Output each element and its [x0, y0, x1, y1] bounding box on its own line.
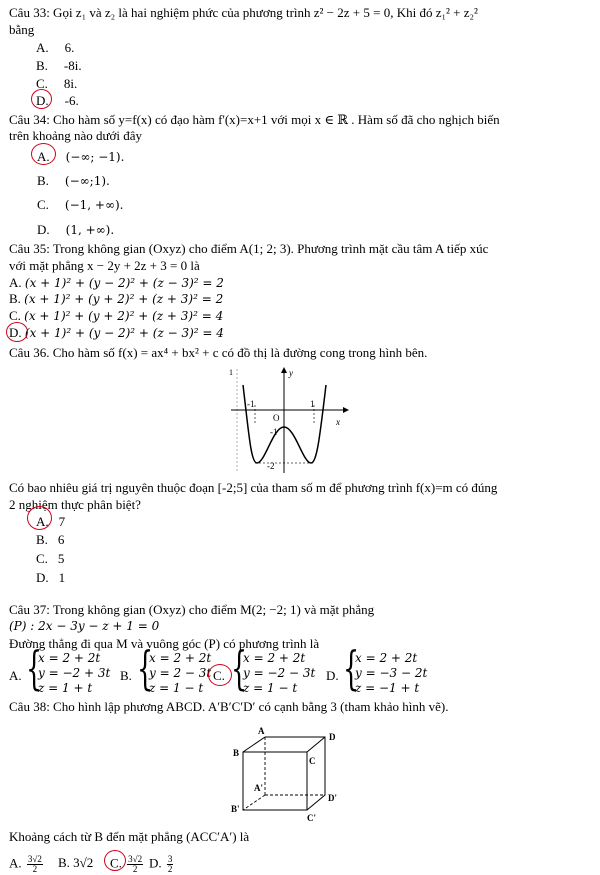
q33-option-b: B. -8i.	[36, 58, 82, 73]
vertex-a: A	[258, 726, 265, 736]
q37-option-b-brace: {	[137, 641, 154, 695]
origin-label: O	[273, 413, 280, 423]
vertex-b1: B'	[231, 804, 240, 814]
x-tick-minus1: -1	[247, 399, 255, 409]
vertex-c1: C'	[307, 813, 316, 823]
q36-option-a: A. 7	[36, 514, 66, 529]
vertex-c: C	[309, 756, 316, 766]
q38-option-c: C. $\frac{3√2}{2}$	[110, 854, 143, 874]
cube-figure	[225, 712, 355, 824]
q37-option-c-brace: {	[231, 641, 248, 695]
q36-option-b: B. 6	[36, 532, 65, 547]
q37-option-d-label: D.	[326, 668, 339, 683]
q36-option-d: D. 1	[36, 570, 66, 585]
q35-option-c: C. (x + 1)² + (y + 2)² + (z + 3)² = 4	[9, 308, 224, 323]
vertex-d: D	[329, 732, 336, 742]
q38-option-a: A. $\frac{3√2}{2}$	[9, 854, 42, 874]
y-tick-minus2: -2	[267, 461, 275, 471]
q34-option-c: C. (−1, +∞).	[37, 197, 124, 212]
q38-option-d: D. $\frac{3}{2}$	[149, 854, 173, 874]
q38-question: Khoảng cách từ B đến mặt phẳng (ACC′A′) là	[9, 829, 250, 844]
y-tick-top: 1	[229, 368, 233, 377]
q36-stem: Câu 36. Cho hàm số f(x) = ax⁴ + bx² + c có đồ thị là đường cong trong hình bên.	[9, 345, 428, 360]
vertex-a1: A'	[254, 783, 263, 793]
answer-circle-q34	[31, 143, 56, 165]
q33-stem-cont: bằng	[9, 22, 35, 37]
q38-stem: Câu 38: Cho hình lập phương ABCD. A′B′C′D′ có cạnh bằng 3 (tham khảo hình vẽ).	[9, 699, 449, 714]
q35-stem-cont: với mặt phẳng x − 2y + 2z + 3 = 0 là	[9, 258, 200, 273]
edge	[307, 737, 325, 752]
q37-stem-cont: Đường thẳng đi qua M và vuông góc (P) có phương trình là	[9, 636, 320, 651]
q35-option-a: A. (x + 1)² + (y − 2)² + (z − 3)² = 2	[9, 275, 224, 290]
q33-option-c: C. 8i.	[36, 76, 78, 91]
edge-hidden	[243, 795, 265, 810]
answer-circle-q33	[31, 89, 52, 109]
q37-option-b-system: x = 2 + 2t y = 2 − 3t z = 1 − t	[149, 651, 212, 695]
q33-option-a: A. 6.	[36, 40, 75, 55]
q35-option-b: B. (x + 1)² + (y + 2)² + (z + 3)² = 2	[9, 291, 224, 306]
q35-stem: Câu 35: Trong không gian (Oxyz) cho điểm A(1; 2; 3). Phương trình mặt cầu tâm A tiếp xúc	[9, 241, 489, 256]
answer-circle-q35	[6, 322, 28, 342]
q33-option-d: D. -6.	[36, 93, 79, 108]
answer-circle-q38	[104, 850, 126, 871]
q34-stem-cont: trên khoảng nào dưới đây	[9, 128, 143, 143]
answer-circle-q36	[27, 506, 52, 530]
q37-option-a-brace: {	[26, 641, 43, 695]
q37-option-d-brace: {	[343, 641, 360, 695]
q37-plane: (P) : 2x − 3y − z + 1 = 0	[9, 619, 160, 633]
y-axis-label: y	[289, 368, 293, 378]
q34-option-d: D. (1, +∞).	[37, 222, 115, 237]
q34-stem: Câu 34: Cho hàm số y=f(x) có đạo hàm f'(x)=x+1 với mọi x ∈ ℝ . Hàm số đã cho nghịch biến	[9, 112, 500, 127]
q37-stem: Câu 37: Trong không gian (Oxyz) cho điểm M(2; −2; 1) và mặt phẳng	[9, 602, 375, 617]
x-axis-label: x	[336, 417, 340, 427]
vertex-b: B	[233, 748, 240, 758]
q37-option-c-system: x = 2 + 2t y = −2 − 3t z = 1 − t	[243, 651, 316, 695]
q36-option-c: C. 5	[36, 551, 65, 566]
q35-option-d: D. (x + 1)² + (y − 2)² + (z − 3)² = 4	[9, 325, 224, 340]
q37-option-d-system: x = 2 + 2t y = −3 − 2t z = −1 + t	[355, 651, 428, 695]
q38-option-b: B. 3√2	[58, 855, 94, 870]
q36-question-cont: 2 nghiệm thực phân biệt?	[9, 497, 141, 512]
q37-option-c-label: C.	[213, 668, 225, 683]
answer-circle-q37	[208, 664, 232, 686]
q34-option-a: A. (−∞; −1).	[37, 149, 125, 164]
q37-option-a-system: x = 2 + 2t y = −2 + 3t z = 1 + t	[38, 651, 111, 695]
x-tick-1: 1	[310, 399, 315, 409]
q36-question: Có bao nhiêu giá trị nguyên thuộc đoạn [-2;5] của tham số m để phương trình f(x)=m có đúng	[9, 480, 498, 495]
q37-option-b-label: B.	[120, 668, 132, 683]
q37-option-a-label: A.	[9, 668, 22, 683]
cube-outline	[243, 737, 325, 810]
y-tick-minus1: -1	[270, 427, 278, 437]
function-graph	[225, 365, 350, 475]
q33-stem: Câu 33: Gọi z₁ và z₂ là hai nghiệm phức của phương trình z² − 2z + 5 = 0, Khi đó z₁² + z₂²	[9, 5, 478, 20]
q34-option-b: B. (−∞;1).	[37, 173, 110, 188]
vertex-d1: D'	[328, 793, 337, 803]
